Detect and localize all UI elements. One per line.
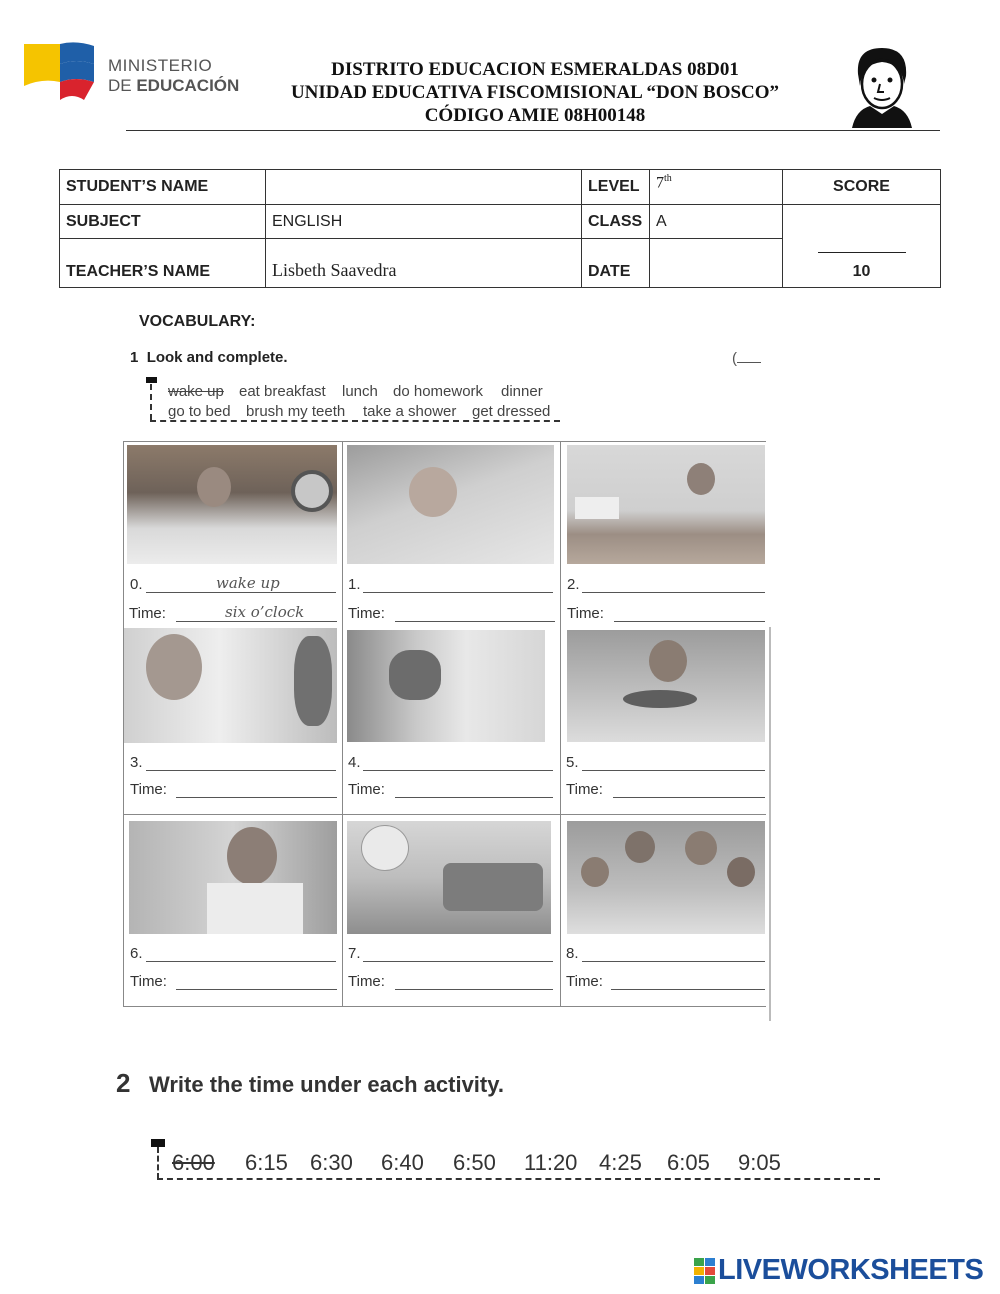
word-bank-item: take a shower: [363, 403, 457, 420]
time-line[interactable]: [395, 989, 553, 990]
grid-line: [123, 814, 766, 815]
time-label: Time:: [348, 973, 385, 990]
time-bank-item: 6:05: [667, 1150, 710, 1175]
level-label: LEVEL: [582, 170, 650, 205]
teacher-name-value: Lisbeth Saavedra: [266, 239, 582, 288]
photo-family-dinner: [567, 821, 765, 934]
photo-boy-sleeping: [347, 445, 554, 564]
vocabulary-title: VOCABULARY:: [139, 313, 256, 330]
photo-lunch-sandwich: [347, 821, 551, 934]
time-bank-item: 9:05: [738, 1150, 781, 1175]
time-line[interactable]: [613, 797, 765, 798]
subject-label: SUBJECT: [60, 205, 266, 239]
photo-woman-brushing-teeth: [124, 628, 337, 743]
time-bank-item: 6:15: [245, 1150, 288, 1175]
photo-boy-homework: [567, 445, 765, 564]
time-line[interactable]: [176, 989, 337, 990]
header-rule: [126, 130, 940, 131]
time-bank-item: 4:25: [599, 1150, 642, 1175]
time-label: Time:: [567, 605, 604, 622]
liveworksheets-icon: [694, 1258, 716, 1284]
answer-line[interactable]: [363, 770, 553, 771]
word-bank-border-left: [150, 384, 152, 420]
subject-value: ENGLISH: [266, 205, 582, 239]
points-bracket: (: [732, 350, 761, 367]
photo-cat-shower: [347, 630, 545, 742]
date-field[interactable]: [650, 239, 783, 288]
time-label: Time:: [348, 781, 385, 798]
grid-line: [560, 441, 561, 1006]
class-value: A: [650, 205, 783, 239]
item-number: 4.: [348, 754, 361, 771]
time-bank-border-left: [157, 1147, 159, 1179]
item-number: 5.: [566, 754, 579, 771]
answer-line[interactable]: [582, 961, 765, 962]
time-bank-item: 6:00: [172, 1150, 215, 1175]
exercise1-instruction: Look and complete.: [146, 349, 288, 366]
exercise2-instruction: Write the time under each activity.: [149, 1072, 504, 1097]
student-info-table: [59, 169, 941, 288]
time-label: Time:: [566, 973, 603, 990]
time-bank-item: 11:20: [524, 1150, 578, 1175]
teacher-name-label: TEACHER’S NAME: [60, 239, 266, 288]
answer-line[interactable]: [363, 961, 553, 962]
grid-line: [342, 441, 343, 1006]
liveworksheets-logo[interactable]: [694, 1254, 983, 1287]
answer-line[interactable]: [146, 961, 336, 962]
item-number: 0.: [130, 576, 143, 593]
answer-line[interactable]: [582, 770, 765, 771]
time-line[interactable]: [611, 989, 765, 990]
item-number: 3.: [130, 754, 143, 771]
time-bank-item: 6:50: [453, 1150, 496, 1175]
score-total: 10: [852, 263, 871, 280]
header-district: DISTRITO EDUCACION ESMERALDAS 08D01: [331, 59, 739, 80]
word-bank-item: get dressed: [472, 403, 551, 420]
time-label: Time:: [129, 605, 166, 622]
score-blank-line[interactable]: [818, 252, 906, 253]
time-label: Time:: [130, 781, 167, 798]
grid-line: [769, 627, 771, 1021]
photo-girl-breakfast: [567, 630, 765, 742]
word-bank-item: go to bed: [168, 403, 231, 420]
score-box: [783, 205, 941, 288]
answer-line[interactable]: [146, 592, 336, 593]
time-bank-border-bottom: [157, 1178, 880, 1180]
answer-line[interactable]: [146, 770, 336, 771]
answer-line[interactable]: [582, 592, 765, 593]
ministerio-flag-icon: [24, 42, 94, 104]
level-value: 7th: [650, 170, 783, 205]
time-bank-item: 6:40: [381, 1150, 424, 1175]
time-line[interactable]: [395, 797, 553, 798]
item-number: 6.: [130, 945, 143, 962]
header-code: CÓDIGO AMIE 08H00148: [424, 105, 646, 126]
class-label: CLASS: [582, 205, 650, 239]
word-bank-item: wake up: [168, 383, 224, 400]
logo-line-2: DE EDUCACIÓN: [108, 76, 240, 95]
ministerio-logo: [24, 42, 244, 104]
time-line[interactable]: [176, 621, 337, 622]
word-bank-item: lunch: [342, 383, 378, 400]
photo-girl-waking-up: [127, 445, 337, 564]
item-number: 8.: [566, 945, 579, 962]
item-number: 7.: [348, 945, 361, 962]
item-number: 2.: [567, 576, 580, 593]
time-label: Time:: [348, 605, 385, 622]
grid-line: [123, 1006, 766, 1007]
date-label: DATE: [582, 239, 650, 288]
word-bank-item: eat breakfast: [239, 383, 326, 400]
example-answer: wake up: [216, 574, 280, 592]
pin-icon: [146, 377, 157, 383]
word-bank-item: brush my teeth: [246, 403, 346, 420]
answer-line[interactable]: [363, 592, 553, 593]
time-label: Time:: [566, 781, 603, 798]
time-line[interactable]: [176, 797, 337, 798]
exercise1-heading: [130, 349, 288, 366]
grid-line: [123, 441, 766, 442]
student-name-field[interactable]: [266, 170, 582, 205]
pin-icon: [151, 1139, 165, 1147]
header-school: UNIDAD EDUCATIVA FISCOMISIONAL “DON BOSCO”: [290, 82, 780, 103]
student-name-label: STUDENT’S NAME: [60, 170, 266, 205]
time-line[interactable]: [395, 621, 555, 622]
logo-line-1: MINISTERIO: [108, 56, 213, 75]
score-label: SCORE: [783, 170, 941, 205]
liveworksheets-wordmark: LIVEWORKSHEETS: [718, 1254, 984, 1286]
time-label: Time:: [130, 973, 167, 990]
exercise1-number: 1: [130, 349, 139, 366]
item-number: 1.: [348, 576, 361, 593]
photo-boy-getting-dressed: [129, 821, 337, 934]
time-line[interactable]: [614, 621, 765, 622]
word-bank-item: do homework: [393, 383, 484, 400]
exercise2-number: 2: [116, 1068, 131, 1098]
time-bank-item: 6:30: [310, 1150, 353, 1175]
word-bank-border-bottom: [150, 420, 560, 422]
word-bank-item: dinner: [501, 383, 543, 400]
example-time: six o’clock: [225, 603, 305, 621]
don-bosco-portrait-icon: [846, 44, 916, 128]
